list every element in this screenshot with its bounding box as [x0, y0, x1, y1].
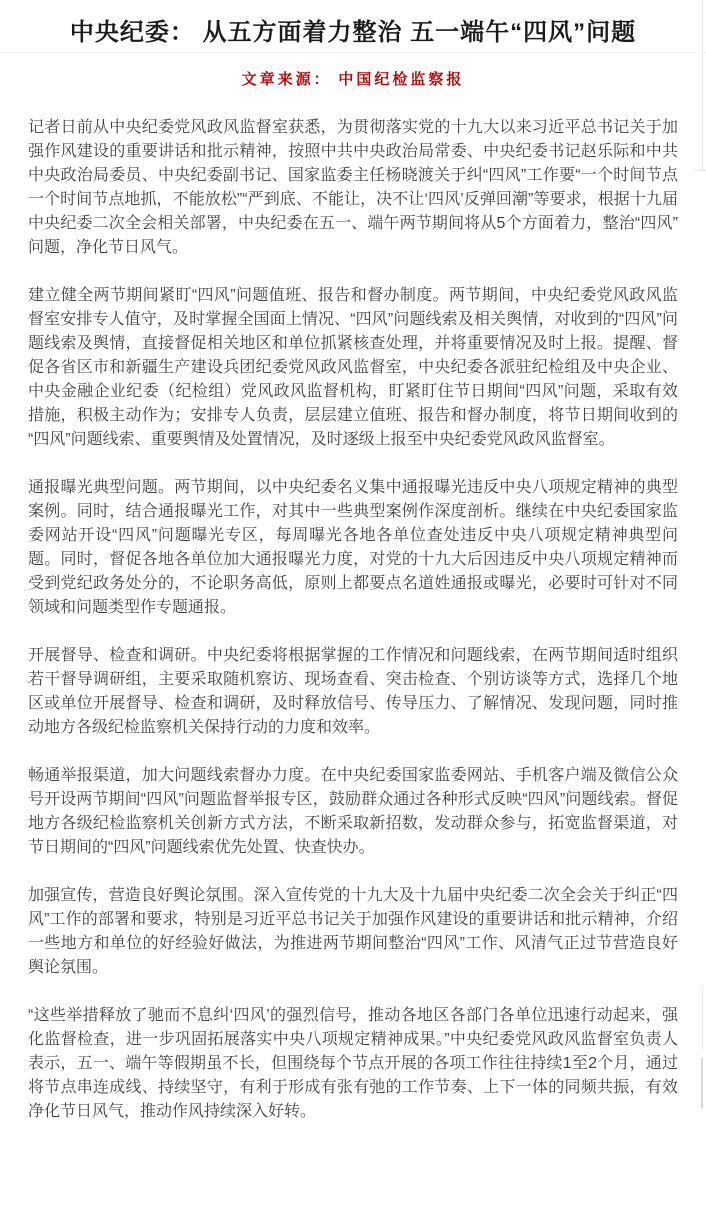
right-border-artifact-top	[702, 0, 703, 170]
article-paragraph-6: 加强宣传，营造良好舆论氛围。深入宣传党的十九大及十九届中央纪委二次全会关于纠正“四风”工作的部署和要求，特别是习近平总书记关于加强作风建设的重要讲话和批示精神，介绍一些地方和单位的好经验好做法，为推进两节期间整治“四风”工作、风清气正过节营造良好舆论氛围。	[28, 887, 678, 976]
article-body	[0, 116, 706, 1124]
scrollbar-thumb-artifact	[701, 1058, 703, 1108]
article-paragraph-1: 记者日前从中央纪委党风政风监督室获悉，为贯彻落实党的十九大以来习近平总书记关于加强作风建设的重要讲话和批示精神，按照中共中央政治局常委、中央纪委书记赵乐际和中共中央政治局委员、中央纪委副书记、国家监委主任杨晓渡关于纠“四风”工作要“一个时间节点一个时间节点地抓，不能放松”“严到底、不能让，决不让‘四风’反弹回潮”等要求，根据十九届中央纪委二次全会相关部署，中央纪委在五一、端午两节期间将从5个方面着力，整治“四风”问题，净化节日风气。	[28, 119, 678, 256]
article-paragraph-7: “这些举措释放了驰而不息纠‘四风’的强烈信号，推动各地区各部门各单位迅速行动起来，强化监督检查，进一步巩固拓展落实中央八项规定精神成果。”中央纪委党风政风监督室负责人表示，五一、端午等假期虽不长，但围绕每个节点开展的各项工作往往持续1至2个月，通过将节点串连成线、持续坚守，有利于形成有张有弛的工作节奏、上下一体的同频共振，有效净化节日风气，推动作风持续深入好转。	[28, 1007, 678, 1120]
right-border-tick	[694, 170, 706, 171]
article-title: 中央纪委： 从五方面着力整治 五一端午“四风”问题	[69, 19, 637, 46]
article-paragraph-4: 开展督导、检查和调研。中央纪委将根据掌握的工作情况和问题线索，在两节期间适时组织若干督导调研组，主要采取随机察访、现场查看、突击检查、个别访谈等方式，选择几个地区或单位开展督导、检查和调研，及时释放信号、传导压力、了解情况、发现问题，同时推动地方各级纪检监察机关保持行动的力度和效率。	[28, 647, 678, 736]
article-paragraph-3: 通报曝光典型问题。两节期间，以中央纪委名义集中通报曝光违反中央八项规定精神的典型案例。同时，结合通报曝光工作，对其中一些典型案例作深度剖析。继续在中央纪委国家监委网站开设“四风”问题曝光专区，每周曝光各地各单位查处违反中央八项规定精神典型问题。同时，督促各地各单位加大通报曝光力度，对党的十九大后因违反中央八项规定精神而受到党纪政务处分的，不论职务高低，原则上都要点名道姓通报或曝光，必要时可针对不同领域和问题类型作专题通报。	[28, 479, 678, 616]
article-paragraph-2: 建立健全两节期间紧盯“四风”问题值班、报告和督办制度。两节期间，中央纪委党风政风监督室安排专人值守，及时掌握全国面上情况、“四风”问题线索及相关舆情，对收到的“四风”问题线索及舆情，直接督促相关地区和单位抓紧核查处理，并将重要情况及时上报。提醒、督促各省区市和新疆生产建设兵团纪委党风政风监督室，中央纪委各派驻纪检组及中央企业、中央金融企业纪委（纪检组）党风政风监督机构，盯紧盯住节日期间“四风”问题，采取有效措施，积极主动作为；安排专人负责，层层建立值班、报告和督办制度，将节日期间收到的“四风”问题线索、重要舆情及处置情况，及时逐级上报至中央纪委党风政风监督室。	[28, 287, 678, 448]
title-divider	[0, 52, 706, 53]
article-source: 文章来源： 中国纪检监察报	[241, 72, 465, 88]
article-paragraph-5: 畅通举报渠道，加大问题线索督办力度。在中央纪委国家监委网站、手机客户端及微信公众号开设两节期间“四风”问题监督举报专区，鼓励群众通过各种形式反映“四风”问题线索。督促地方各级纪检监察机关创新方式方法，不断采取新招数，发动群众参与，拓宽监督渠道，对节日期间的“四风”问题线索优先处置、快查快办。	[28, 767, 678, 856]
right-border-artifact-bottom	[702, 985, 703, 1050]
